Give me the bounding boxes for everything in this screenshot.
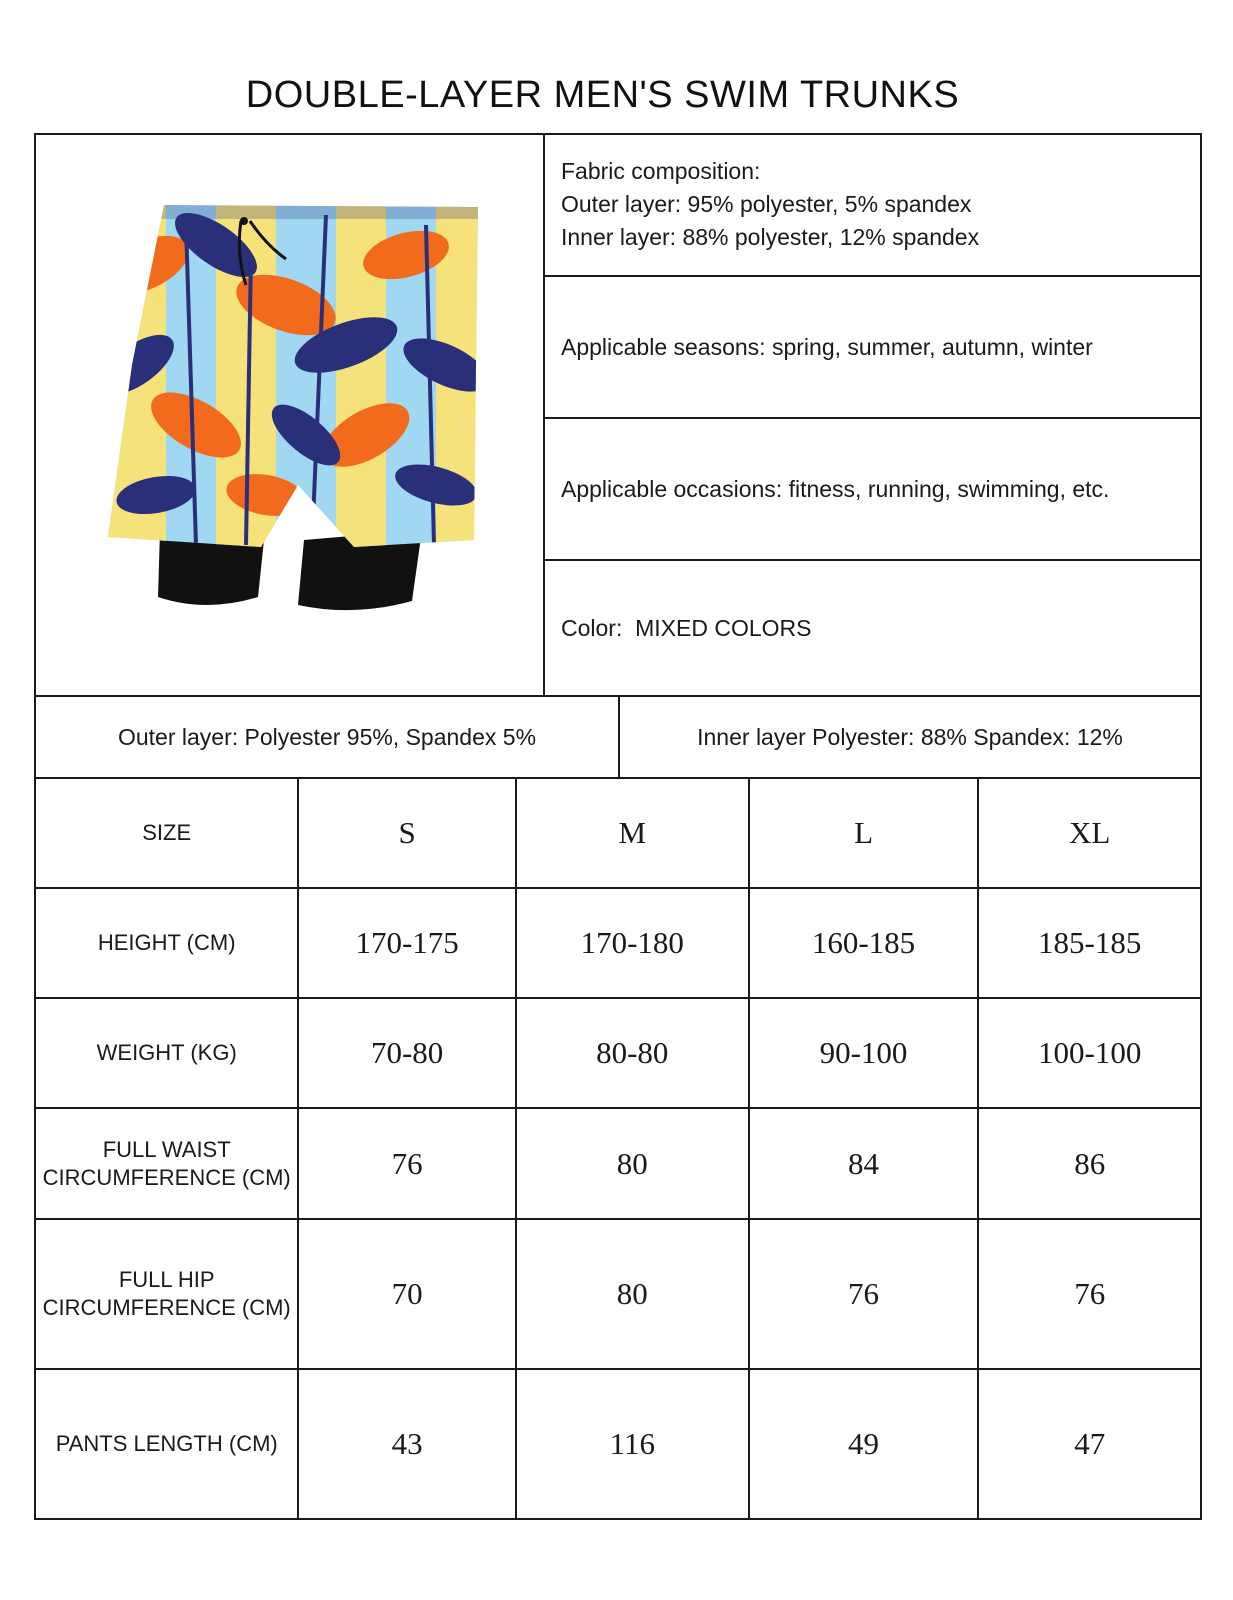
table-cell: 70-80 xyxy=(298,998,515,1108)
table-row xyxy=(35,888,1201,998)
size-l-header: L xyxy=(749,778,979,888)
table-row xyxy=(35,1219,1201,1369)
fabric-inner-text: Inner layer: 88% polyester, 12% spandex xyxy=(561,224,980,250)
table-cell: 76 xyxy=(978,1219,1201,1369)
seasons-cell xyxy=(545,277,1200,419)
table-row xyxy=(35,1108,1201,1219)
size-s-header: S xyxy=(298,778,515,888)
size-chart-table xyxy=(34,777,1202,1520)
table-cell: 116 xyxy=(516,1369,749,1519)
table-cell: 76 xyxy=(298,1108,515,1219)
fabric-heading: Fabric composition: xyxy=(561,158,761,184)
table-cell: 90-100 xyxy=(749,998,979,1108)
size-xl-header: XL xyxy=(978,778,1201,888)
seasons-text: Applicable seasons: spring, summer, autumn, winter xyxy=(561,333,1093,360)
table-cell: 70 xyxy=(298,1219,515,1369)
inner-layer-cell xyxy=(620,697,1200,777)
table-cell: 170-175 xyxy=(298,888,515,998)
table-cell: 80-80 xyxy=(516,998,749,1108)
table-cell: 100-100 xyxy=(978,998,1201,1108)
size-m-header: M xyxy=(516,778,749,888)
inner-layer-text: Inner layer Polyester: 88% Spandex: 12% xyxy=(697,723,1123,750)
swim-trunks-image xyxy=(36,135,543,695)
color-cell xyxy=(545,561,1200,695)
outer-layer-cell xyxy=(36,697,620,777)
table-cell: 80 xyxy=(516,1219,749,1369)
table-cell: 43 xyxy=(298,1369,515,1519)
size-header-label: SIZE xyxy=(35,778,298,888)
product-photo-cell xyxy=(36,135,545,695)
color-text: Color: MIXED COLORS xyxy=(561,614,812,641)
layers-row xyxy=(34,695,1202,779)
table-cell: 170-180 xyxy=(516,888,749,998)
table-cell: 80 xyxy=(516,1108,749,1219)
occasions-cell xyxy=(545,419,1200,561)
outer-layer-text: Outer layer: Polyester 95%, Spandex 5% xyxy=(117,723,537,750)
fabric-outer-text: Outer layer: 95% polyester, 5% spandex xyxy=(561,191,972,217)
table-cell: 47 xyxy=(978,1369,1201,1519)
table-cell: 160-185 xyxy=(749,888,979,998)
table-cell: 49 xyxy=(749,1369,979,1519)
table-row xyxy=(35,998,1201,1108)
waist-label: FULL WAIST CIRCUMFERENCE (CM) xyxy=(35,1108,298,1219)
table-cell: 86 xyxy=(978,1108,1201,1219)
product-info-block xyxy=(34,133,1202,697)
table-cell: 76 xyxy=(749,1219,979,1369)
weight-label: WEIGHT (KG) xyxy=(35,998,298,1108)
page-title: DOUBLE-LAYER MEN'S SWIM TRUNKS xyxy=(245,74,960,116)
height-label: HEIGHT (CM) xyxy=(35,888,298,998)
table-cell: 84 xyxy=(749,1108,979,1219)
pants-length-label: PANTS LENGTH (CM) xyxy=(35,1369,298,1519)
hip-label: FULL HIP CIRCUMFERENCE (CM) xyxy=(35,1219,298,1369)
fabric-composition-cell xyxy=(545,135,1200,277)
table-cell: 185-185 xyxy=(978,888,1201,998)
occasions-text: Applicable occasions: fitness, running, swimming, etc. xyxy=(561,475,1110,502)
size-header-row xyxy=(35,778,1201,888)
table-row xyxy=(35,1369,1201,1519)
